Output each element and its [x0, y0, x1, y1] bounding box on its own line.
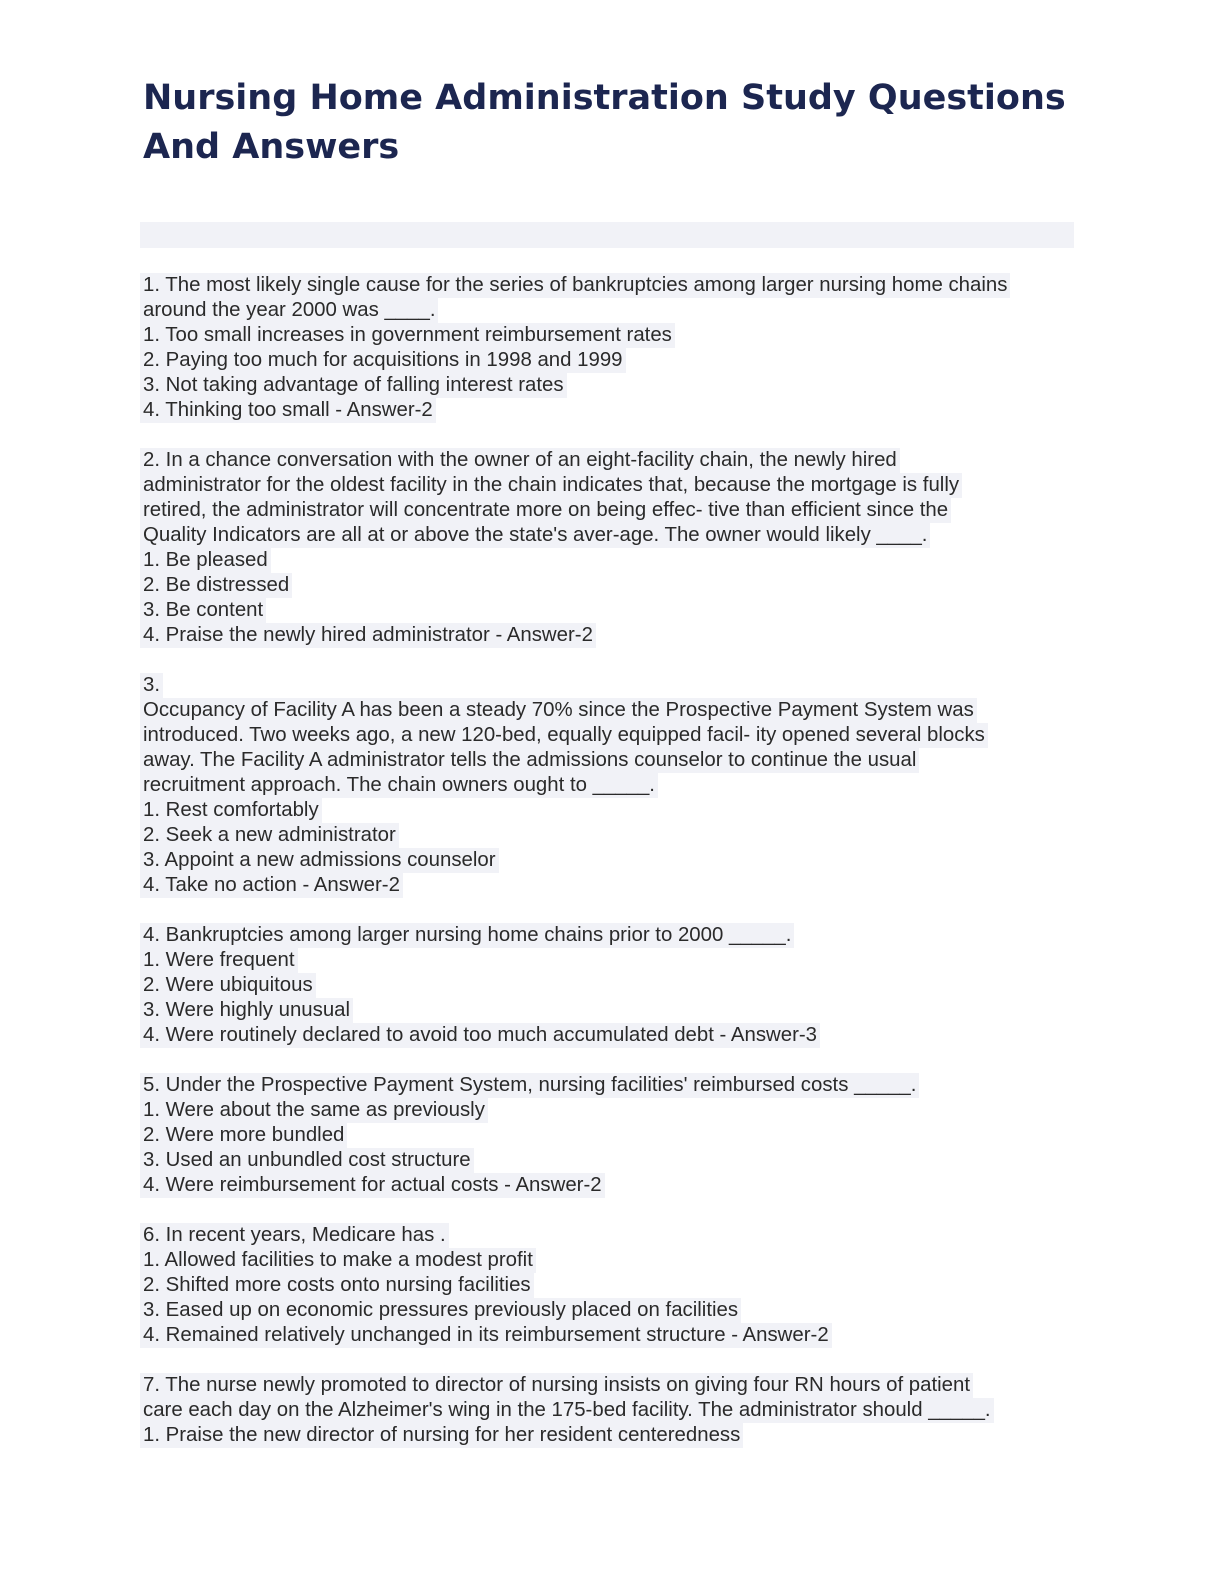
question-block	[140, 273, 1074, 423]
text-line: 1. Praise the new director of nursing for her resident centeredness	[140, 1423, 1074, 1448]
text-line: 1. Rest comfortably	[140, 798, 1074, 823]
text-line: 1. Allowed facilities to make a modest profit	[140, 1248, 1074, 1273]
highlight-band	[140, 222, 1074, 248]
text-line: 2. In a chance conversation with the owner of an eight-facility chain, the newly hired	[140, 448, 1074, 473]
text-line: 5. Under the Prospective Payment System, nursing facilities' reimbursed costs _____.	[140, 1073, 1074, 1098]
text-line: 4. Thinking too small - Answer-2	[140, 398, 1074, 423]
text-line: care each day on the Alzheimer's wing in the 175-bed facility. The administrator should _____.	[140, 1398, 1074, 1423]
text-line: administrator for the oldest facility in the chain indicates that, because the mortgage is fully	[140, 473, 1074, 498]
text-line: 4. Praise the newly hired administrator - Answer-2	[140, 623, 1074, 648]
text-line: 1. Were frequent	[140, 948, 1074, 973]
question-block	[140, 448, 1074, 648]
text-line: 4. Remained relatively unchanged in its reimbursement structure - Answer-2	[140, 1323, 1074, 1348]
text-line: away. The Facility A administrator tells the admissions counselor to continue the usual	[140, 748, 1074, 773]
text-line: 6. In recent years, Medicare has .	[140, 1223, 1074, 1248]
text-line: 3. Appoint a new admissions counselor	[140, 848, 1074, 873]
text-line: 1. Too small increases in government reimbursement rates	[140, 323, 1074, 348]
text-line: 4. Were routinely declared to avoid too much accumulated debt - Answer-3	[140, 1023, 1074, 1048]
question-block	[140, 1373, 1074, 1448]
text-line: 3. Were highly unusual	[140, 998, 1074, 1023]
text-line: 2. Were ubiquitous	[140, 973, 1074, 998]
questions-content	[140, 222, 1074, 1448]
text-line: 1. Were about the same as previously	[140, 1098, 1074, 1123]
text-line: introduced. Two weeks ago, a new 120-bed, equally equipped facil- ity opened several blocks	[140, 723, 1074, 748]
text-line: 1. Be pleased	[140, 548, 1074, 573]
text-line: 4. Bankruptcies among larger nursing home chains prior to 2000 _____.	[140, 923, 1074, 948]
text-line: 1. The most likely single cause for the series of bankruptcies among larger nursing home chains	[140, 273, 1074, 298]
text-line: 2. Were more bundled	[140, 1123, 1074, 1148]
question-block	[140, 923, 1074, 1048]
question-block	[140, 1223, 1074, 1348]
text-line: 3. Used an unbundled cost structure	[140, 1148, 1074, 1173]
text-line: 2. Shifted more costs onto nursing facilities	[140, 1273, 1074, 1298]
question-block	[140, 1073, 1074, 1198]
text-line: Quality Indicators are all at or above the state's aver-age. The owner would likely ____.	[140, 523, 1074, 548]
text-line: 3. Not taking advantage of falling interest rates	[140, 373, 1074, 398]
text-line: 4. Take no action - Answer-2	[140, 873, 1074, 898]
question-block	[140, 673, 1074, 898]
text-line: 3. Be content	[140, 598, 1074, 623]
document-title: Nursing Home Administration Study Questions And Answers	[143, 78, 1066, 167]
text-line: 2. Paying too much for acquisitions in 1998 and 1999	[140, 348, 1074, 373]
text-line: recruitment approach. The chain owners ought to _____.	[140, 773, 1074, 798]
text-line: 4. Were reimbursement for actual costs - Answer-2	[140, 1173, 1074, 1198]
text-line: around the year 2000 was ____.	[140, 298, 1074, 323]
text-line: 3.	[140, 673, 1074, 698]
text-line: 2. Be distressed	[140, 573, 1074, 598]
text-line: 3. Eased up on economic pressures previously placed on facilities	[140, 1298, 1074, 1323]
text-line: 2. Seek a new administrator	[140, 823, 1074, 848]
text-line: retired, the administrator will concentrate more on being effec- tive than efficient since the	[140, 498, 1074, 523]
text-line: Occupancy of Facility A has been a steady 70% since the Prospective Payment System was	[140, 698, 1074, 723]
text-line: 7. The nurse newly promoted to director of nursing insists on giving four RN hours of patient	[140, 1373, 1074, 1398]
